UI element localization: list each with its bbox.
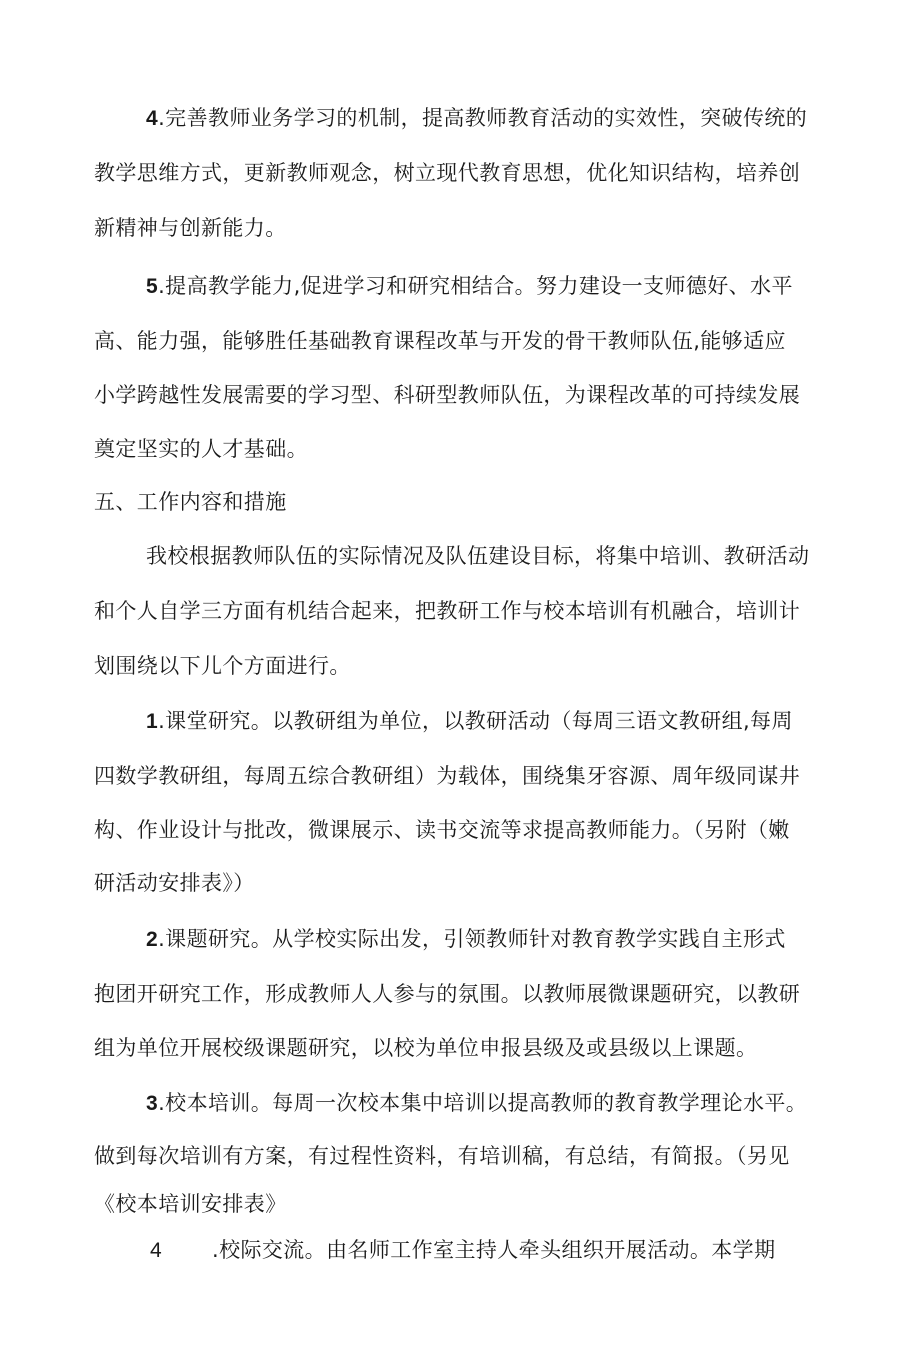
item-number: 2 bbox=[146, 928, 159, 951]
item-2-line-1 bbox=[146, 925, 786, 954]
item-3-line-3: 《校本培训安排表》 bbox=[94, 1192, 287, 1216]
text: .完善教师业务学习的机制，提高教师教育活动的实效性，突破传统的 bbox=[158, 106, 808, 130]
item-2-line-2: 抱团开研究工作，形成教师人人参与的氛围。以教师展微课题研究，以教研 bbox=[94, 982, 801, 1006]
intro-line-2: 和个人自学三方面有机结合起来，把教研工作与校本培训有机融合，培训计 bbox=[94, 599, 801, 623]
item-number: 4 bbox=[150, 1239, 163, 1262]
paragraph-5-line-1 bbox=[146, 272, 793, 301]
text: .校本培训。每周一次校本集中培训以提高教师的教育教学理论水平。 bbox=[158, 1091, 808, 1115]
section-heading: 五、工作内容和措施 bbox=[94, 490, 287, 514]
paragraph-5-line-3: 小学跨越性发展需要的学习型、科研型教师队伍，为课程改革的可持续发展 bbox=[94, 383, 801, 407]
paragraph-4-line-3: 新精神与创新能力。 bbox=[94, 216, 287, 240]
item-3-line-1 bbox=[146, 1089, 807, 1118]
text: .校际交流。由名师工作室主持人牵头组织开展活动。本学期 bbox=[212, 1238, 776, 1262]
item-number: 4 bbox=[146, 107, 159, 130]
item-1-line-4: 研活动安排表》） bbox=[94, 871, 255, 895]
paragraph-4-line-1 bbox=[146, 104, 807, 133]
text: .提高教学能力,促进学习和研究相结合。努力建设一支师德好、水平 bbox=[158, 274, 793, 298]
intro-line-1: 我校根据教师队伍的实际情况及队伍建设目标，将集中培训、教研活动 bbox=[146, 544, 810, 568]
item-1-line-3: 构、作业设计与批改，微课展示、读书交流等求提高教师能力。（另附（嫩 bbox=[94, 818, 790, 842]
item-number: 3 bbox=[146, 1092, 159, 1115]
text: .课题研究。从学校实际出发，引领教师针对教育教学实践自主形式 bbox=[158, 927, 786, 951]
item-number: 5 bbox=[146, 275, 159, 298]
paragraph-4-line-2: 教学思维方式，更新教师观念，树立现代教育思想，优化知识结构，培养创 bbox=[94, 161, 801, 185]
text: .课堂研究。以教研组为单位，以教研活动（每周三语文教研组,每周 bbox=[158, 709, 793, 733]
item-1-line-1 bbox=[146, 707, 793, 736]
paragraph-5-line-2: 高、能力强，能够胜任基础教育课程改革与开发的骨干教师队伍,能够适应 bbox=[94, 329, 786, 353]
item-1-line-2: 四数学教研组，每周五综合教研组）为载体，围绕集牙容源、周年级同谋井 bbox=[94, 764, 801, 788]
item-2-line-3: 组为单位开展校级课题研究，以校为单位申报县级及或县级以上课题。 bbox=[94, 1036, 758, 1060]
intro-line-3: 划围绕以下儿个方面进行。 bbox=[94, 654, 351, 678]
item-3-line-2: 做到每次培训有方案，有过程性资料，有培训稿，有总结，有简报。（另见 bbox=[94, 1144, 790, 1168]
item-4-line-1 bbox=[150, 1236, 775, 1265]
item-number: 1 bbox=[146, 710, 159, 733]
paragraph-5-line-4: 奠定坚实的人才基础。 bbox=[94, 437, 308, 461]
